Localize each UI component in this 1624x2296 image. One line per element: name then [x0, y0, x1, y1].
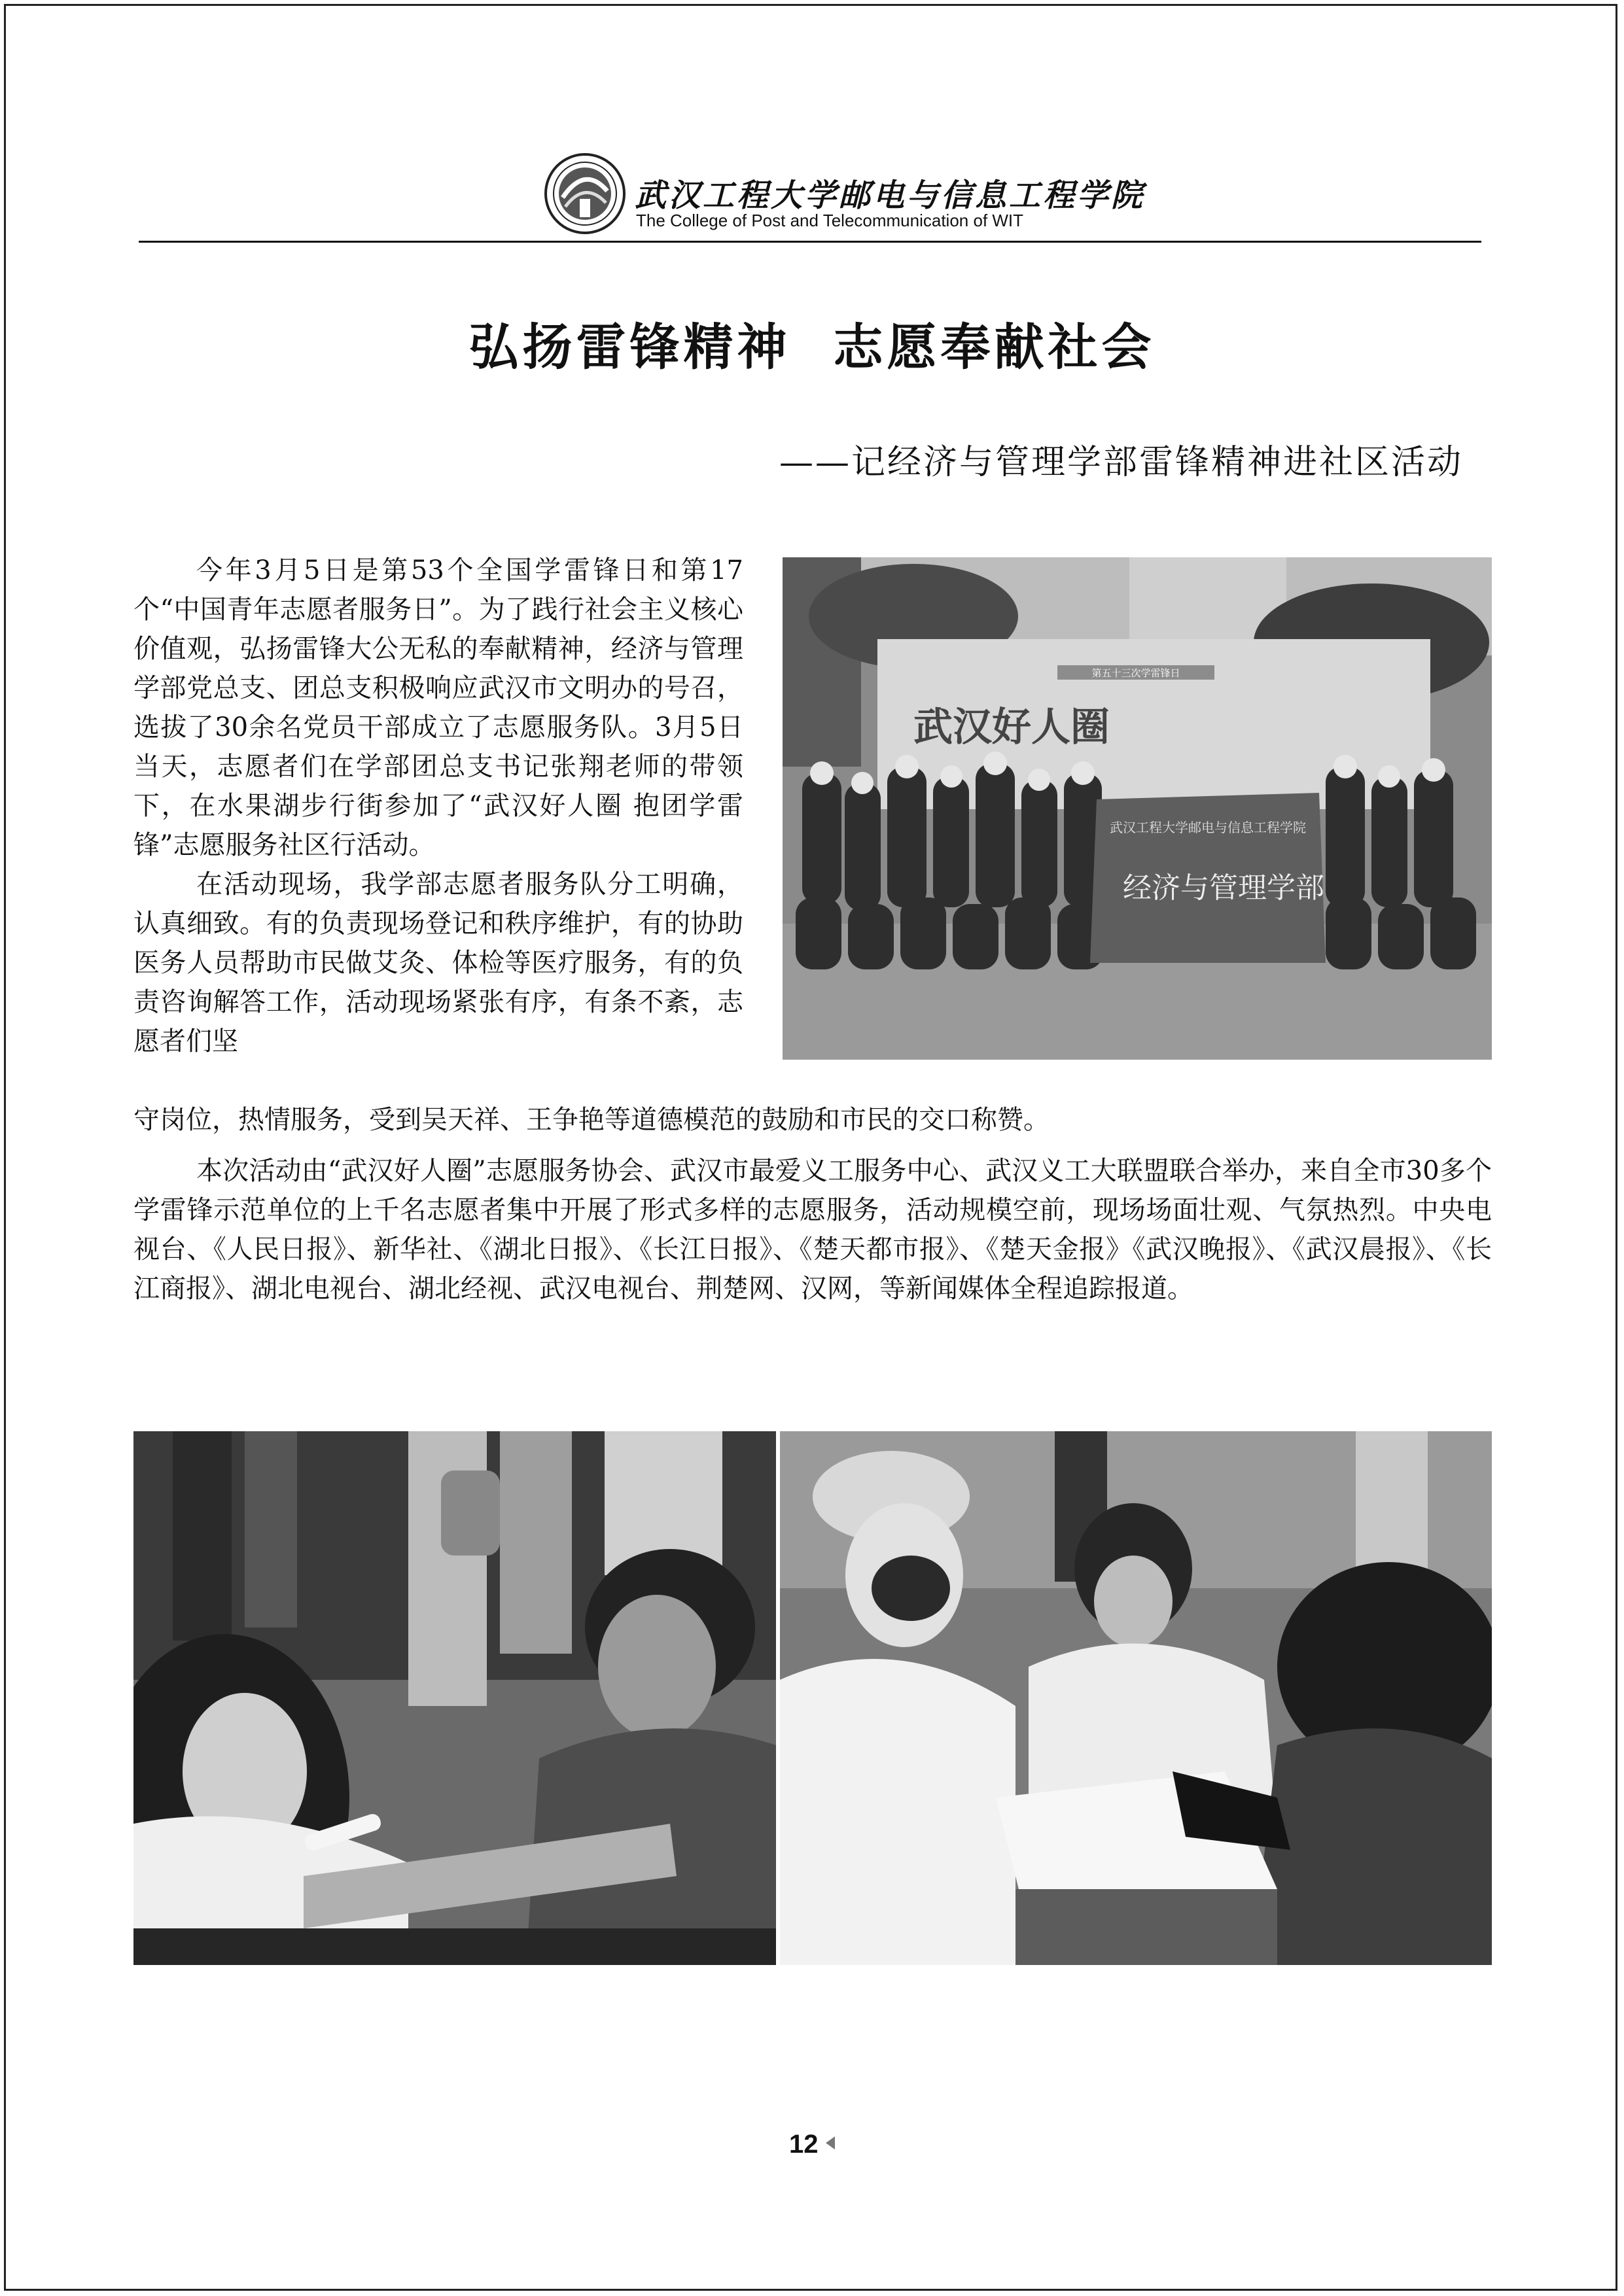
paragraph-1: 今年3月5日是第53个全国学雷锋日和第17个“中国青年志愿者服务日”。为了践行社会主义核心价值观，弘扬雷锋大公无私的奉献精神，经济与管理学部党总支、团总支积极响应武汉市文明办的号召，选拔了30余名党员干部成立了志愿服务队。3月5日当天，志愿者们在学部团总支书记张翔老师的带领下，在水果湖步行街参加了“武汉好人圈 抱团学雷锋”志愿服务社区行活动。: [133, 555, 743, 860]
banner-small-text: 武汉工程大学邮电与信息工程学院: [1110, 820, 1306, 835]
moxibustion-photo: [133, 1431, 776, 1965]
stage-title-text: 武汉好人圈: [913, 704, 1110, 750]
college-name-en: The College of Post and Telecommunication of WIT: [636, 211, 1024, 230]
page-number: 12: [789, 2130, 819, 2159]
article-body-column: [133, 551, 743, 1061]
college-header: [543, 152, 1146, 237]
medical-check-photo: [780, 1431, 1492, 1965]
article-title: 弘扬雷锋精神 志愿奉献社会: [468, 318, 1156, 376]
group-photo: [783, 557, 1492, 1060]
page-arrow-icon: [826, 2136, 835, 2149]
header-divider: [139, 241, 1481, 243]
paragraph-2-continuation: 守岗位，热情服务，受到吴天祥、王争艳等道德模范的鼓励和市民的交口称赞。: [133, 1105, 1050, 1135]
banner-large-text: 经济与管理学部: [1123, 871, 1324, 905]
paragraph-3: 本次活动由“武汉好人圈”志愿服务协会、武汉市最爱义工服务中心、武汉义工大联盟联合举办，来自全市30多个学雷锋示范单位的上千名志愿者集中开展了形式多样的志愿服务，活动规模空前，现场场面壮观、气氛热烈。中央电视台、《人民日报》、新华社、《湖北日报》、《长江日报》、《楚天都市报》、《楚天金报》《武汉晚报》、《武汉晨报》、《长江商报》、湖北电视台、湖北经视、武汉电视台、荆楚网、汉网，等新闻媒体全程追踪报道。: [133, 1156, 1492, 1304]
paragraph-2: 在活动现场，我学部志愿者服务队分工明确，认真细致。有的负责现场登记和秩序维护，有的协助医务人员帮助市民做艾灸、体检等医疗服务，有的负责咨询解答工作，活动现场紧张有序，有条不紊，志愿者们坚: [133, 869, 743, 1056]
article-subtitle: ——记经济与管理学部雷锋精神进社区活动: [779, 443, 1463, 482]
college-name-cn: 武汉工程大学邮电与信息工程学院: [635, 177, 1146, 214]
college-logo-icon: [543, 152, 627, 235]
stage-banner-text: 第五十三次学雷锋日: [1091, 667, 1180, 679]
